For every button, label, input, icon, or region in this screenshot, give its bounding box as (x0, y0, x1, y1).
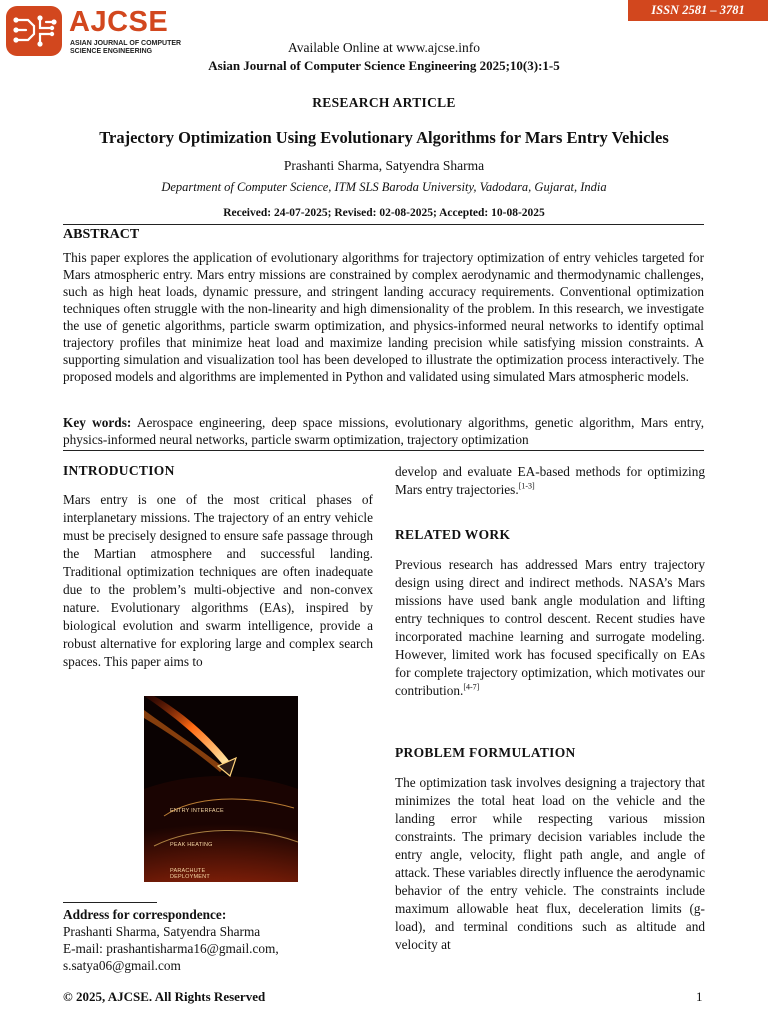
logo-subtitle-line2: SCIENCE ENGINEERING (70, 48, 153, 55)
correspondence-email-1: E-mail: prashantisharma16@gmail.com, (63, 941, 279, 956)
figure-label-deployment: DEPLOYMENT (170, 874, 210, 880)
keywords-label: Key words: (63, 415, 132, 430)
footnote-rule (63, 902, 157, 903)
introduction-text: Mars entry is one of the most critical phases of interplanetary missions. The trajectory of an entry vehicle must be precisely designed to ensure safe passage through the Martian atmosphere and successful landing. Traditional optimization techniques are often inadequate due to the problem’s multi-objective and non-convex nature. Evolutionary algorithms (EAs), inspired by biological evolution and swarm intelligence, provide a robust alternative for exploring large and complex search spaces. This paper aims to (63, 492, 373, 669)
related-work-citation: [4-7] (463, 682, 480, 692)
abstract-text: This paper explores the application of evolutionary algorithms for trajectory optimization of entry vehicles targeted for Mars atmospheric entry. Mars entry missions are constrained by complex aerodynamic and thermodynamic challenges, such as high heat loads, dynamic pressure, and stringent landing accuracy requirements. Conventional optimization techniques often struggle with the non-linearity and high dimensionality of the problem. In this research, we investigate the use of genetic algorithms, particle swarm optimization, and physics-informed neural networks to identify optimal trajectory profiles that minimize heat load and maximize landing precision while satisfying mission constraints. A supporting simulation and visualization tool has been developed to illustrate the optimization process interactively. The proposed models and algorithms are implemented in Python and validated using simulated Mars atmospheric models. (63, 250, 704, 384)
correspondence (63, 906, 373, 974)
correspondence-email-2: s.satya06@gmail.com (63, 958, 181, 973)
article-type: RESEARCH ARTICLE (312, 95, 456, 110)
related-work-text (395, 556, 705, 700)
figure-label-parachute: PARACHUTE (170, 868, 206, 874)
abstract-heading: ABSTRACT (63, 227, 140, 242)
related-work-body: Previous research has addressed Mars entry trajectory design using direct and indirect methods. NASA’s Mars missions have used bank angle modulation and lifting entry techniques to control descent. Recent studies have incorporated machine learning and surrogate modeling. However, limited work has focused specifically on EAs for complete trajectory optimization, which motivates our contribution. (395, 557, 705, 698)
correspondence-name: Prashanti Sharma, Satyendra Sharma (63, 924, 261, 939)
article-dates: Received: 24-07-2025; Revised: 02-08-2025; Accepted: 10-08-2025 (223, 207, 545, 219)
logo-subtitle-line1: ASIAN JOURNAL OF COMPUTER (70, 40, 182, 47)
problem-formulation-text: The optimization task involves designing a trajectory that minimizes the total heat load on the vehicle and the landing error while respecting various mission constraints. The primary decision variables include the entry angle, velocity, flight path angle, and angle of attack. These variables directly influence the aerodynamic behavior of the entry vehicle. The constraints include maximum allowable heat flux, deceleration limits (g-load), and terminal conditions such as altitude and velocity at (395, 775, 705, 952)
mars-entry-illustration (144, 696, 298, 882)
problem-formulation-heading: PROBLEM FORMULATION (395, 745, 576, 760)
available-online: Available Online at www.ajcse.info (288, 40, 480, 55)
correspondence-heading: Address for correspondence: (63, 907, 227, 922)
keywords-text: Aerospace engineering, deep space missions, evolutionary algorithms, genetic algorithm, Mars entry, physics-informed neural networks, particle swarm optimization, trajectory optimization (63, 415, 705, 447)
figure-label-entry: ENTRY INTERFACE (170, 808, 224, 814)
issn-badge: ISSN 2581 – 3781 (628, 0, 768, 21)
journal-citation: Asian Journal of Computer Science Engineering 2025;10(3):1-5 (208, 58, 560, 73)
author-list: Prashanti Sharma, Satyendra Sharma (283, 158, 485, 173)
keywords (63, 414, 704, 448)
introduction-citation: [1-3] (518, 481, 535, 491)
introduction-continuation (395, 463, 705, 499)
page-number: 1 (696, 989, 703, 1004)
logo-title: AJCSE (69, 6, 169, 38)
related-work-heading: RELATED WORK (395, 527, 511, 542)
affiliation: Department of Computer Science, ITM SLS Baroda University, Vadodara, Gujarat, India (161, 180, 607, 194)
mars-entry-figure (144, 696, 298, 882)
copyright: © 2025, AJCSE. All Rights Reserved (63, 989, 266, 1004)
divider-top (63, 224, 704, 225)
introduction-heading: INTRODUCTION (63, 463, 175, 478)
paper-title: Trajectory Optimization Using Evolutionary Algorithms for Mars Entry Vehicles (99, 128, 669, 147)
introduction-continuation-text: develop and evaluate EA-based methods for optimizing Mars entry trajectories. (395, 464, 705, 497)
figure-label-peak: PEAK HEATING (170, 842, 213, 848)
divider-keywords (63, 450, 704, 451)
